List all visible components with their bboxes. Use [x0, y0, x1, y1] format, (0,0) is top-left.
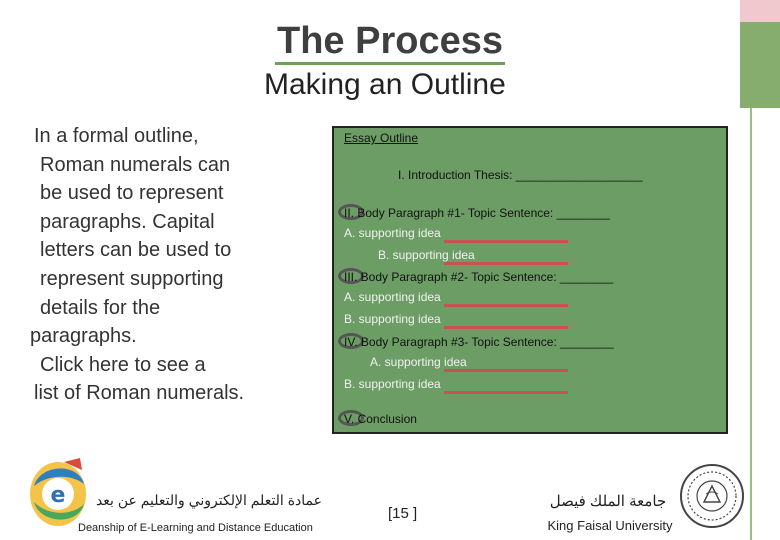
slide-number: [15 ] [388, 505, 418, 522]
university-english-name: King Faisal University [547, 518, 673, 533]
underline-highlight [444, 304, 568, 307]
body-line: Roman numerals can [40, 153, 231, 176]
outline-item-body-1: II. Body Paragraph #1- Topic Sentence: ________ [344, 206, 610, 220]
underline-highlight [444, 326, 568, 329]
body-line: paragraphs. Capital [40, 210, 215, 233]
underline-highlight [444, 262, 568, 265]
accent-vertical-line [750, 108, 752, 540]
university-seal-icon [678, 460, 746, 532]
university-arabic-name: جامعة الملك فيصل [549, 493, 667, 510]
body-line: paragraphs. [30, 325, 137, 348]
accent-top-bar [740, 0, 780, 22]
outline-item-conclusion: V. Conclusion [344, 412, 417, 426]
underline-highlight [444, 391, 568, 394]
outline-item-introduction: I. Introduction Thesis: ___________________ [398, 168, 643, 182]
outline-subitem: B. supporting idea [344, 377, 441, 391]
body-line: letters can be used to [40, 239, 232, 262]
essay-outline-panel [332, 126, 728, 434]
deanship-english-name: Deanship of E-Learning and Distance Education [78, 522, 313, 534]
outline-subitem: A. supporting idea [344, 290, 441, 304]
outline-subitem: A. supporting idea [344, 226, 441, 240]
deanship-arabic-name: عمادة التعلم الإلكتروني والتعليم عن بعد [95, 492, 322, 508]
explanation-text [30, 122, 274, 408]
roman-numerals-link[interactable]: Click here to see a [40, 353, 206, 376]
roman-numerals-link[interactable]: list of Roman numerals. [34, 382, 245, 405]
underline-highlight [444, 240, 568, 243]
svg-text:e: e [50, 483, 66, 508]
outline-subitem: B. supporting idea [378, 248, 475, 262]
outline-item-body-3: IV. Body Paragraph #3- Topic Sentence: ________ [344, 335, 614, 349]
slide-subtitle: Making an Outline [264, 68, 506, 101]
outline-subitem: B. supporting idea [344, 312, 441, 326]
body-line: be used to represent [40, 182, 224, 205]
body-line: represent supporting [40, 267, 224, 290]
outline-subitem: A. supporting idea [370, 355, 467, 369]
body-line: In a formal outline, [34, 125, 199, 147]
e-learning-logo-icon [26, 456, 90, 532]
slide-title: The Process [0, 20, 780, 63]
outline-item-body-2: III. Body Paragraph #2- Topic Sentence: ________ [344, 270, 614, 284]
underline-highlight [444, 369, 568, 372]
essay-outline-label: Essay Outline [344, 131, 419, 145]
body-line: details for the [40, 296, 161, 319]
